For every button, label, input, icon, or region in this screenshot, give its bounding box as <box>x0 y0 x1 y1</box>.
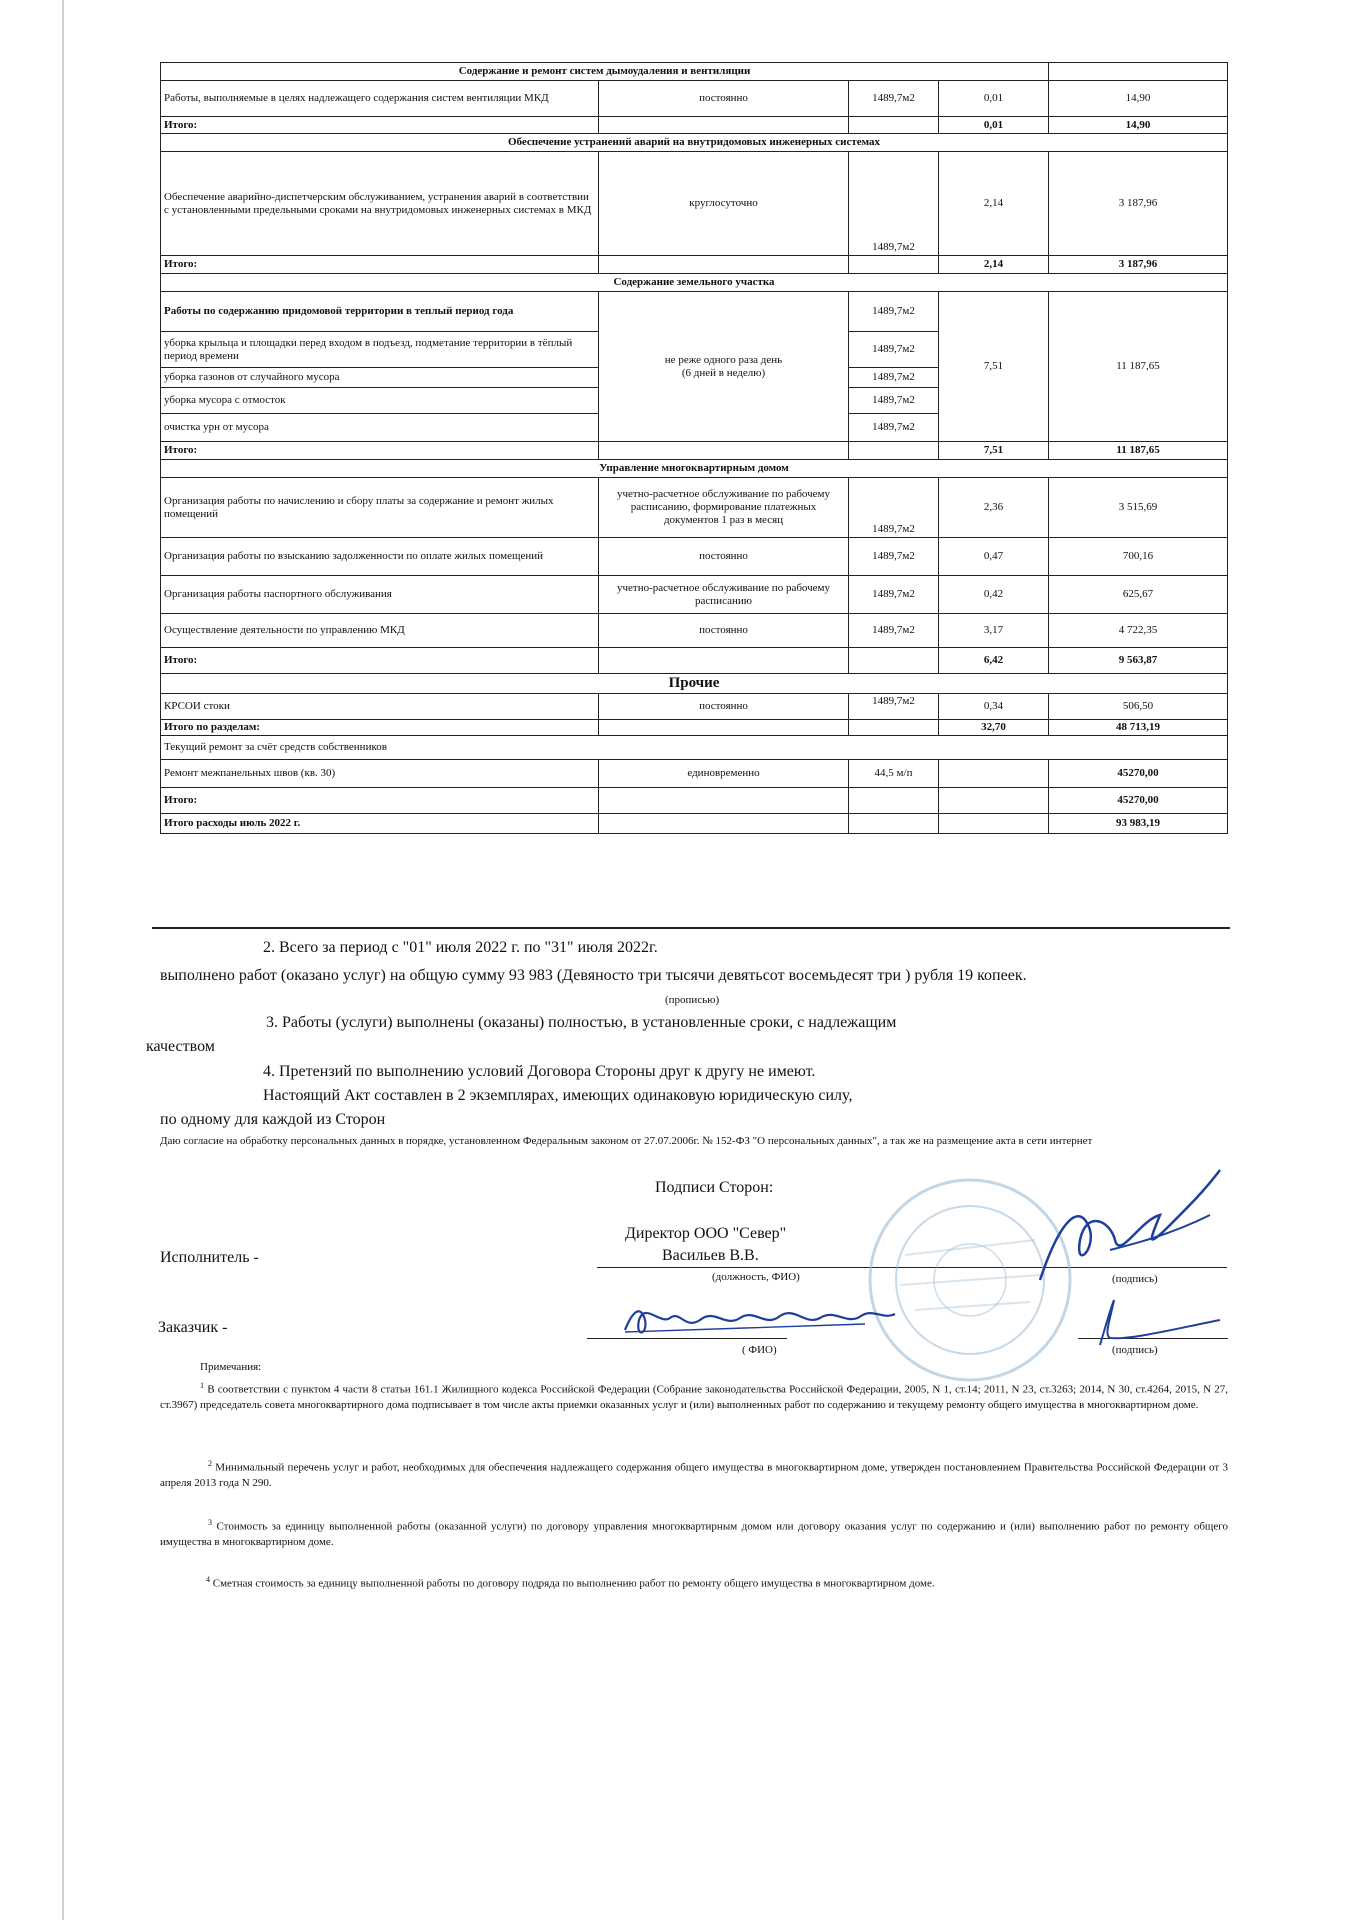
work-name: Обеспечение аварийно-диспетчерским обслуживанием, устранения аварий в соответствии с установленными предельными сроками на внутридомовых инженерных системах в МКД <box>161 152 599 256</box>
work-area: 1489,7м2 <box>849 388 939 414</box>
paragraph-3-end: качеством <box>146 1038 215 1055</box>
repair-row <box>161 760 1228 788</box>
work-sum: 4 722,35 <box>1049 614 1228 648</box>
grand-total-rate: 32,70 <box>939 720 1049 736</box>
table-row <box>161 614 1228 648</box>
scan-edge <box>62 0 64 1920</box>
services-table <box>160 62 1228 834</box>
paragraph-3: 3. Работы (услуги) выполнены (оказаны) полностью, в установленные сроки, с надлежащим <box>266 1014 897 1031</box>
note-1 <box>160 1378 1228 1413</box>
work-period: круглосуточно <box>599 152 849 256</box>
total-row <box>161 256 1228 274</box>
note-4 <box>160 1572 1228 1592</box>
customer-signature-icon <box>1070 1290 1230 1350</box>
work-rate: 0,01 <box>939 81 1049 117</box>
work-rate: 3,17 <box>939 614 1049 648</box>
section-header <box>161 134 1228 152</box>
work-area: 1489,7м2 <box>849 538 939 576</box>
director-title: Директор ООО "Север" <box>625 1225 787 1242</box>
month-total-label: Итого расходы июль 2022 г. <box>161 814 599 834</box>
repair-total-sum: 45270,00 <box>1049 788 1228 814</box>
table-row <box>161 694 1228 720</box>
total-sum: 14,90 <box>1049 117 1228 134</box>
paragraph-5-end: по одному для каждой из Сторон <box>160 1111 386 1128</box>
total-label: Итого: <box>161 256 599 274</box>
work-rate: 0,34 <box>939 694 1049 720</box>
repair-title: Текущий ремонт за счёт средств собственников <box>161 736 1228 760</box>
work-rate: 0,47 <box>939 538 1049 576</box>
paragraph-5: Настоящий Акт составлен в 2 экземплярах, имеющих одинаковую юридическую силу, <box>263 1087 853 1104</box>
table-row <box>161 292 1228 332</box>
total-label: Итого: <box>161 648 599 674</box>
consent-text: Даю согласие на обработку персональных данных в порядке, установленном Федеральным законом от 27.07.2006г. № 152-ФЗ "О персональных данных", а так же на размещение акта в сети интернет <box>160 1135 1093 1147</box>
work-period: учетно-расчетное обслуживание по рабочему расписанию <box>599 576 849 614</box>
work-name: Организация работы по взысканию задолженности по оплате жилых помещений <box>161 538 599 576</box>
position-fio-caption: (должность, ФИО) <box>712 1271 800 1283</box>
section-header <box>161 63 1228 81</box>
work-sum: 3 187,96 <box>1049 152 1228 256</box>
work-period: постоянно <box>599 538 849 576</box>
total-row <box>161 648 1228 674</box>
note-1-marker: 1 <box>200 1381 204 1390</box>
month-total-sum: 93 983,19 <box>1049 814 1228 834</box>
repair-total-row <box>161 788 1228 814</box>
work-name: КРСОИ стоки <box>161 694 599 720</box>
work-area: 1489,7м2 <box>849 478 939 538</box>
total-row <box>161 442 1228 460</box>
work-sum: 506,50 <box>1049 694 1228 720</box>
section-title: Содержание земельного участка <box>161 274 1228 292</box>
section-title: Содержание и ремонт систем дымоудаления и вентиляции <box>161 63 1049 81</box>
work-sum: 625,67 <box>1049 576 1228 614</box>
note-1-text: В соответствии с пунктом 4 части 8 статьи 161.1 Жилищного кодекса Российской Федерации (Собрание законодательства Российской Федерации, 2005, N 1, ст.14; 2011, N 23, ст.3263; 2014, N 30, ст.4264, 2015, N 27, ст.3967) председатель совета многоквартирного дома подписывает в том числе акты приемки оказанных услуг и (или) выполненных работ по содержанию и текущему ремонту общего имущества в многоквартирном доме. <box>160 1383 1228 1411</box>
work-name: уборка мусора с отмосток <box>161 388 599 414</box>
note-2 <box>160 1456 1228 1491</box>
table-row <box>161 576 1228 614</box>
work-area: 1489,7м2 <box>849 332 939 368</box>
customer-fio-handwriting-icon <box>615 1290 935 1350</box>
work-area: 1489,7м2 <box>849 152 939 256</box>
work-name: Организация работы по начислению и сбору платы за содержание и ремонт жилых помещений <box>161 478 599 538</box>
work-period: постоянно <box>599 694 849 720</box>
director-name: Васильев В.В. <box>662 1247 759 1264</box>
total-rate: 2,14 <box>939 256 1049 274</box>
total-row <box>161 117 1228 134</box>
repair-qty: 44,5 м/п <box>849 760 939 788</box>
section-header <box>161 460 1228 478</box>
notes-title: Примечания: <box>200 1361 262 1373</box>
fio-caption: ( ФИО) <box>742 1344 777 1356</box>
work-area: 1489,7м2 <box>849 292 939 332</box>
work-name: Осуществление деятельности по управлению МКД <box>161 614 599 648</box>
section-header <box>161 674 1228 694</box>
grand-total-row <box>161 720 1228 736</box>
work-rate: 7,51 <box>939 292 1049 442</box>
total-sum: 3 187,96 <box>1049 256 1228 274</box>
total-label: Итого: <box>161 117 599 134</box>
work-name: Работы по содержанию придомовой территории в теплый период года <box>161 292 599 332</box>
repair-name: Ремонт межпанельных швов (кв. 30) <box>161 760 599 788</box>
work-rate: 2,14 <box>939 152 1049 256</box>
customer-podpis-caption: (подпись) <box>1112 1344 1158 1356</box>
divider <box>152 927 1230 929</box>
work-name: уборка газонов от случайного мусора <box>161 368 599 388</box>
note-2-text: Минимальный перечень услуг и работ, необходимых для обеспечения надлежащего содержания общего имущества в многоквартирном доме, утвержден постановлением Правительства Российской Федерации от 3 апреля 2013 года N 290. <box>160 1461 1229 1489</box>
work-area: 1489,7м2 <box>849 81 939 117</box>
section-title: Управление многоквартирным домом <box>161 460 1228 478</box>
signatures-title: Подписи Сторон: <box>655 1179 774 1196</box>
customer-label: Заказчик - <box>158 1319 228 1336</box>
grand-total-label: Итого по разделам: <box>161 720 599 736</box>
work-period: постоянно <box>599 81 849 117</box>
total-sum: 11 187,65 <box>1049 442 1228 460</box>
work-name: Организация работы паспортного обслуживания <box>161 576 599 614</box>
work-area: 1489,7м2 <box>849 614 939 648</box>
repair-period: единовременно <box>599 760 849 788</box>
section-header <box>161 274 1228 292</box>
repair-header-row <box>161 736 1228 760</box>
paragraph-4: 4. Претензий по выполнению условий Договора Стороны друг к другу не имеют. <box>263 1063 816 1080</box>
total-rate: 0,01 <box>939 117 1049 134</box>
work-name: очистка урн от мусора <box>161 414 599 442</box>
note-3 <box>160 1515 1228 1550</box>
work-name: Работы, выполняемые в целях надлежащего содержания систем вентиляции МКД <box>161 81 599 117</box>
repair-total-label: Итого: <box>161 788 599 814</box>
table-row <box>161 81 1228 117</box>
work-name: уборка крыльца и площадки перед входом в подъезд, подметание территории в тёплый период времени <box>161 332 599 368</box>
work-sum: 700,16 <box>1049 538 1228 576</box>
period-line: не реже одного раза день <box>664 353 783 366</box>
work-area: 1489,7м2 <box>849 368 939 388</box>
note-3-marker: 3 <box>208 1518 212 1527</box>
work-rate: 2,36 <box>939 478 1049 538</box>
note-4-text: Сметная стоимость за единицу выполненной работы по договору подряда по выполнению работ по ремонту общего имущества в многоквартирном доме. <box>212 1577 935 1590</box>
work-period <box>599 292 849 442</box>
section-title: Прочие <box>161 674 1228 694</box>
work-area: 1489,7м2 <box>849 576 939 614</box>
work-area: 1489,7м2 <box>849 694 939 720</box>
total-label: Итого: <box>161 442 599 460</box>
total-rate: 7,51 <box>939 442 1049 460</box>
work-sum: 3 515,69 <box>1049 478 1228 538</box>
section-title: Обеспечение устранений аварий на внутридомовых инженерных системах <box>161 134 1228 152</box>
total-rate: 6,42 <box>939 648 1049 674</box>
table-row <box>161 152 1228 256</box>
repair-sum: 45270,00 <box>1049 760 1228 788</box>
paragraph-2: 2. Всего за период с "01" июля 2022 г. по "31" июля 2022г. <box>263 939 658 956</box>
month-total-row <box>161 814 1228 834</box>
executor-label: Исполнитель - <box>160 1249 259 1266</box>
paragraph-2-sum: выполнено работ (оказано услуг) на общую сумму 93 983 (Девяносто три тысячи девятьсот восемьдесят три ) рубля 19 копеек. <box>160 967 1027 984</box>
work-sum: 14,90 <box>1049 81 1228 117</box>
table-row <box>161 478 1228 538</box>
total-sum: 9 563,87 <box>1049 648 1228 674</box>
work-rate: 0,42 <box>939 576 1049 614</box>
executor-podpis-caption: (подпись) <box>1112 1273 1158 1285</box>
table-row <box>161 538 1228 576</box>
work-area: 1489,7м2 <box>849 414 939 442</box>
work-period: постоянно <box>599 614 849 648</box>
work-sum: 11 187,65 <box>1049 292 1228 442</box>
note-4-marker: 4 <box>206 1575 210 1584</box>
note-3-text: Стоимость за единицу выполненной работы (оказанной услуги) по договору управления многоквартирным домом или договору оказания услуг по содержанию и (или) выполнению работ по ремонту общего имущества в многоквартирном доме. <box>160 1520 1229 1548</box>
work-period: учетно-расчетное обслуживание по рабочему расписанию, формирование платежных документов 1 раз в месяц <box>599 478 849 538</box>
period-line: (6 дней в неделю) <box>681 366 766 379</box>
director-signature-icon <box>1020 1160 1230 1300</box>
note-2-marker: 2 <box>208 1459 212 1468</box>
propis-caption: (прописью) <box>665 994 720 1006</box>
grand-total-sum: 48 713,19 <box>1049 720 1228 736</box>
